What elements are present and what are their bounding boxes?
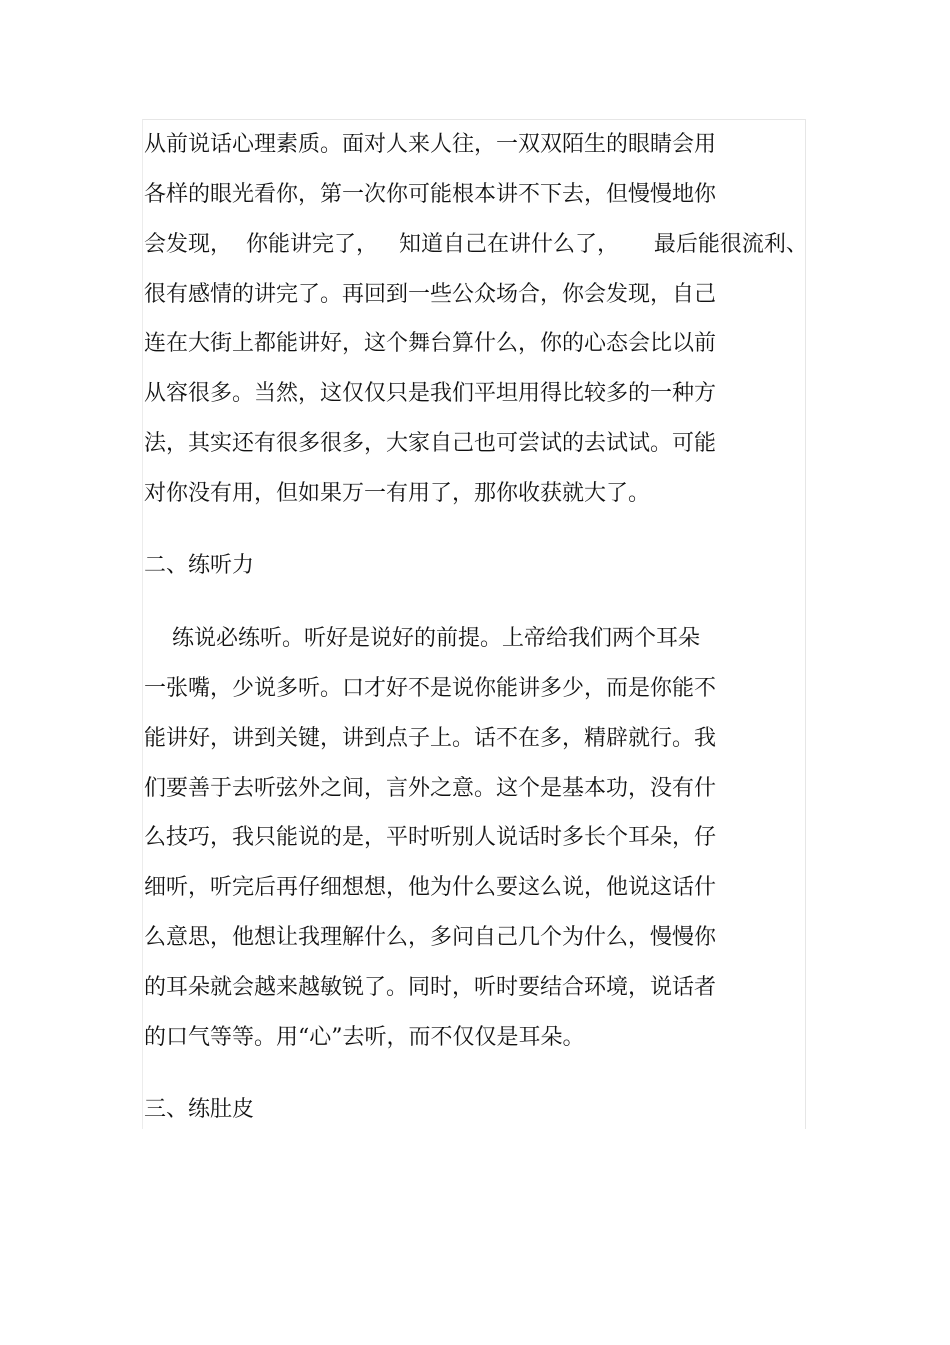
paragraph-line: 能讲好，讲到关键，讲到点子上。话不在多，精辟就行。我 (144, 726, 717, 751)
paragraph-line: 对你没有用，但如果万一有用了，那你收获就大了。 (144, 481, 651, 506)
paragraph-line: 从前说话心理素质。面对人来人往，一双双陌生的眼睛会用 (144, 132, 717, 157)
paragraph-line: 细听，听完后再仔细想想，他为什么要这么说，他说这话什 (144, 875, 717, 900)
paragraph-line: 会发现， 你能讲完了， 知道自己在讲什么了， 最后能很流利、 (144, 232, 808, 257)
paragraph-line: 们要善于去听弦外之间，言外之意。这个是基本功，没有什 (144, 776, 717, 801)
paragraph-line: 么意思，他想让我理解什么，多问自己几个为什么，慢慢你 (144, 925, 717, 950)
paragraph-line: 从容很多。当然，这仅仅只是我们平坦用得比较多的一种方 (144, 381, 717, 406)
paragraph-line: 么技巧，我只能说的是，平时听别人说话时多长个耳朵，仔 (144, 825, 717, 850)
paragraph-line: 练说必练听。听好是说好的前提。上帝给我们两个耳朵 (144, 626, 700, 651)
section-heading-belly: 三、练肚皮 (144, 1097, 255, 1122)
paragraph-line: 一张嘴，少说多听。口才好不是说你能讲多少，而是你能不 (144, 676, 717, 701)
section-heading-listening: 二、练听力 (144, 553, 255, 578)
paragraph-line: 各样的眼光看你，第一次你可能根本讲不下去，但慢慢地你 (144, 182, 717, 207)
paragraph-line: 法，其实还有很多很多，大家自己也可尝试的去试试。可能 (144, 431, 717, 456)
paragraph-line: 连在大街上都能讲好，这个舞台算什么，你的心态会比以前 (144, 331, 717, 356)
paragraph-line: 的口气等等。用“心”去听，而不仅仅是耳朵。 (144, 1025, 585, 1050)
paragraph-line: 很有感情的讲完了。再回到一些公众场合，你会发现，自己 (144, 282, 717, 307)
paragraph-line: 的耳朵就会越来越敏锐了。同时，听时要结合环境，说话者 (144, 975, 717, 1000)
